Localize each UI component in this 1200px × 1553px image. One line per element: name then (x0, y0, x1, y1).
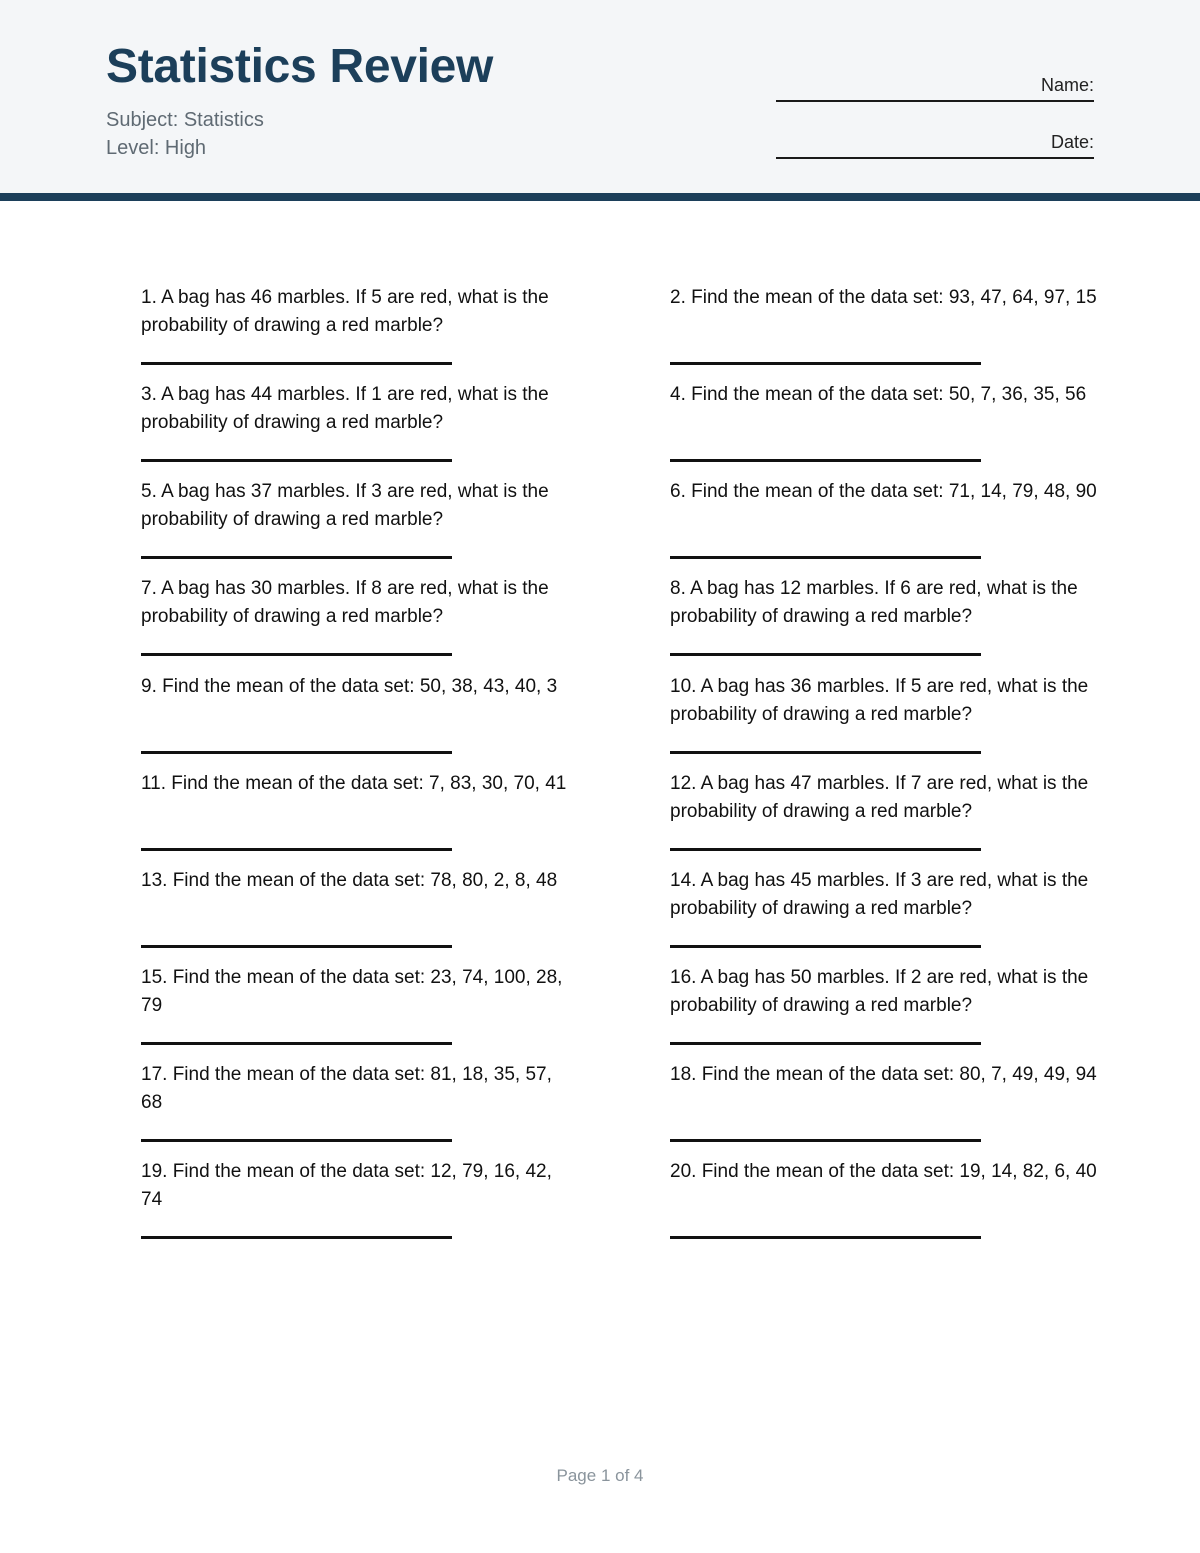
question-item (670, 478, 1100, 506)
question-text: 12. A bag has 47 marbles. If 7 are red, what is the probability of drawing a red marble? (670, 773, 1089, 822)
question-text: 4. Find the mean of the data set: 50, 7, 36, 35, 56 (670, 384, 1087, 405)
question-item (141, 770, 571, 798)
subject-label: Subject: Statistics (106, 109, 264, 131)
worksheet-title: Statistics Review (106, 40, 494, 93)
question-item (670, 770, 1100, 826)
question-text: 20. Find the mean of the data set: 19, 14, 82, 6, 40 (670, 1161, 1097, 1182)
question-item (141, 381, 571, 437)
level-label: Level: High (106, 137, 207, 159)
answer-line[interactable] (670, 459, 981, 462)
question-item (141, 964, 571, 1020)
question-text: 11. Find the mean of the data set: 7, 83, 30, 70, 41 (141, 773, 567, 794)
answer-line[interactable] (141, 653, 452, 656)
answer-line[interactable] (670, 653, 981, 656)
question-item (670, 381, 1100, 409)
question-text: 13. Find the mean of the data set: 78, 80, 2, 8, 48 (141, 870, 558, 891)
answer-line[interactable] (141, 1236, 452, 1239)
answer-line[interactable] (141, 848, 452, 851)
answer-line[interactable] (141, 945, 452, 948)
answer-line[interactable] (670, 848, 981, 851)
answer-line[interactable] (670, 1236, 981, 1239)
question-item (141, 575, 571, 631)
answer-line[interactable] (141, 362, 452, 365)
question-item (141, 1158, 571, 1214)
answer-line[interactable] (670, 1042, 981, 1045)
question-text: 8. A bag has 12 marbles. If 6 are red, what is the probability of drawing a red marble? (670, 578, 1078, 627)
question-text: 17. Find the mean of the data set: 81, 18, 35, 57, 68 (141, 1064, 552, 1113)
question-text: 18. Find the mean of the data set: 80, 7, 49, 49, 94 (670, 1064, 1097, 1085)
question-text: 10. A bag has 36 marbles. If 5 are red, what is the probability of drawing a red marble? (670, 676, 1089, 725)
question-text: 15. Find the mean of the data set: 23, 74, 100, 28, 79 (141, 967, 563, 1016)
question-text: 5. A bag has 37 marbles. If 3 are red, what is the probability of drawing a red marble? (141, 481, 549, 530)
answer-line[interactable] (670, 1139, 981, 1142)
question-item (141, 673, 571, 701)
question-item (141, 284, 571, 340)
question-item (670, 284, 1100, 312)
question-text: 6. Find the mean of the data set: 71, 14, 79, 48, 90 (670, 481, 1097, 502)
question-item (670, 1158, 1100, 1186)
answer-line[interactable] (670, 945, 981, 948)
answer-line[interactable] (670, 556, 981, 559)
header-divider (0, 193, 1200, 201)
question-item (670, 1061, 1100, 1089)
question-text: 14. A bag has 45 marbles. If 3 are red, what is the probability of drawing a red marble? (670, 870, 1089, 919)
question-text: 3. A bag has 44 marbles. If 1 are red, what is the probability of drawing a red marble? (141, 384, 549, 433)
date-field[interactable] (776, 131, 1094, 159)
question-item (670, 964, 1100, 1020)
name-label: Name: (1040, 75, 1094, 95)
question-item (670, 673, 1100, 729)
answer-line[interactable] (141, 751, 452, 754)
page-number: Page 1 of 4 (556, 1466, 644, 1485)
question-text: 1. A bag has 46 marbles. If 5 are red, what is the probability of drawing a red marble? (141, 287, 549, 336)
question-text: 16. A bag has 50 marbles. If 2 are red, what is the probability of drawing a red marble? (670, 967, 1089, 1016)
question-item (141, 478, 571, 534)
question-item (141, 867, 571, 895)
answer-line[interactable] (670, 362, 981, 365)
answer-line[interactable] (141, 556, 452, 559)
question-text: 7. A bag has 30 marbles. If 8 are red, what is the probability of drawing a red marble? (141, 578, 549, 627)
question-item (670, 575, 1100, 631)
answer-line[interactable] (141, 1139, 452, 1142)
date-label: Date: (1050, 132, 1094, 152)
date-underline (776, 157, 1094, 159)
question-text: 19. Find the mean of the data set: 12, 79, 16, 42, 74 (141, 1161, 552, 1210)
name-underline (776, 100, 1094, 102)
answer-line[interactable] (141, 459, 452, 462)
question-text: 9. Find the mean of the data set: 50, 38, 43, 40, 3 (141, 676, 558, 697)
answer-line[interactable] (670, 751, 981, 754)
question-text: 2. Find the mean of the data set: 93, 47, 64, 97, 15 (670, 287, 1097, 308)
name-field[interactable] (776, 74, 1094, 102)
question-item (670, 867, 1100, 923)
question-item (141, 1061, 571, 1117)
answer-line[interactable] (141, 1042, 452, 1045)
